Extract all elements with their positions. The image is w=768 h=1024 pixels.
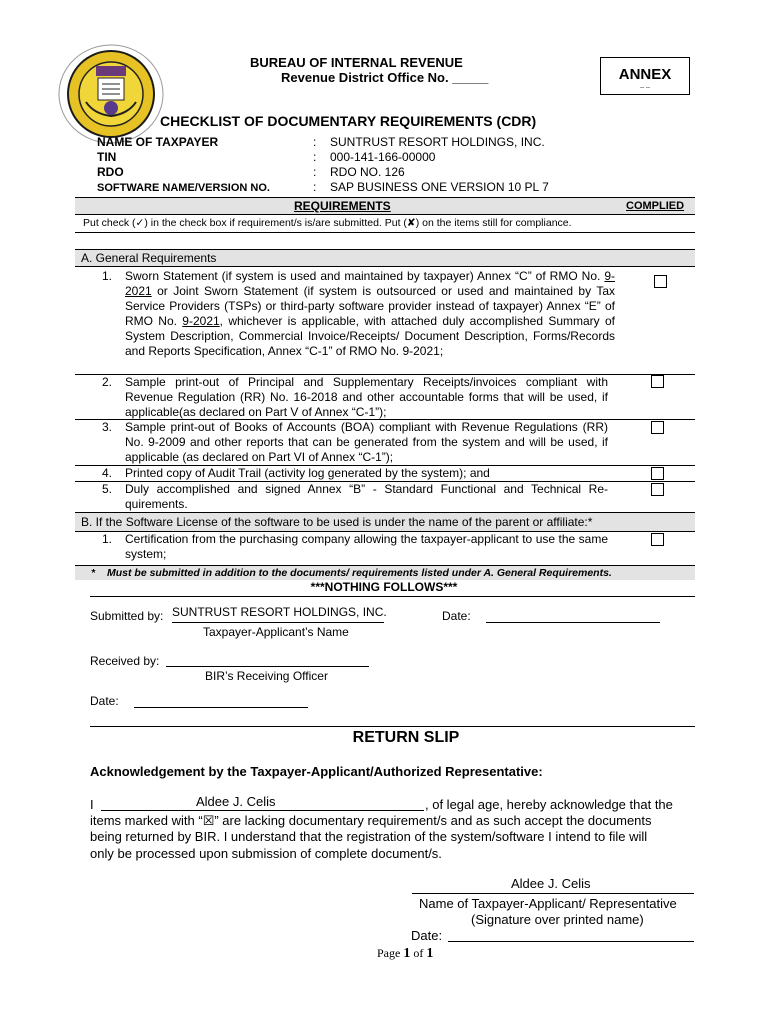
- item-number: 4.: [101, 466, 112, 480]
- requirement-item: Sample print-out of Principal and Supplementary Receipts/invoices compliant with Revenue Regulation (RR) No. 16-2018 and other accountable forms that will be used, if applicable(as declared on Part V of Annex “C-1”);: [125, 375, 608, 419]
- acknowledger-name: Aldee J. Celis: [196, 794, 276, 809]
- software-colon: :: [313, 180, 317, 194]
- compliance-checkbox[interactable]: [651, 533, 664, 546]
- signature-caption: (Signature over printed name): [471, 912, 644, 927]
- date-label-received: Date:: [90, 694, 119, 708]
- software-value: SAP BUSINESS ONE VERSION 10 PL 7: [330, 180, 549, 194]
- software-label: SOFTWARE NAME/VERSION NO.: [97, 182, 270, 194]
- page-total: 1: [426, 946, 434, 961]
- acknowledgement-text: items marked with “☒” are lacking documentary requirement/s and as such accept the documents: [90, 813, 652, 828]
- requirement-text: , whichever is applicable, with attached duly accomplished Summary of System Description, Commercial Invoice/Receipts/ Document Description, Forms/Records and Reports Specification, Annex “C-1” of RMO No. 9-2021;: [125, 314, 615, 358]
- tin-label: TIN: [97, 150, 117, 164]
- signature-caption: Name of Taxpayer-Applicant/ Representative: [419, 896, 677, 911]
- taxpayer-name-value: SUNTRUST RESORT HOLDINGS, INC.: [330, 135, 545, 149]
- compliance-checkbox[interactable]: [651, 421, 664, 434]
- requirement-text: or Joint Sworn Statement (if system is outsourced or used and maintained by Tax Service Providers (TSPs) or third-party software provider instead of taxpayer) Annex “E” of RMO No.: [125, 284, 615, 328]
- annex-box: [600, 57, 690, 95]
- compliance-checkbox[interactable]: [651, 467, 664, 480]
- submitted-by-value: SUNTRUST RESORT HOLDINGS, INC.: [172, 605, 387, 619]
- section-b-heading: B. If the Software License of the software to be used is under the name of the parent or affiliate:*: [81, 515, 593, 529]
- requirements-header: REQUIREMENTS: [294, 199, 391, 213]
- requirement-item: [125, 269, 615, 359]
- page-number: [377, 946, 433, 962]
- compliance-checkbox[interactable]: [651, 483, 664, 496]
- footnote-text: Must be submitted in addition to the documents/ requirements listed under A. General Requirements.: [107, 567, 612, 579]
- page-title: CHECKLIST OF DOCUMENTARY REQUIREMENTS (CDR): [160, 113, 537, 129]
- bir-seal-logo: [58, 44, 164, 144]
- page-of: of: [413, 946, 424, 960]
- district-office: Revenue District Office No. _____: [281, 70, 489, 85]
- submitted-by-caption: Taxpayer-Applicant’s Name: [203, 625, 349, 639]
- instruction-text: Put check (✓) in the check box if requirement/s is/are submitted. Put (✘) on the items still for compliance.: [83, 217, 572, 229]
- requirement-item: Printed copy of Audit Trail (activity log generated by the system); and: [125, 466, 490, 480]
- acknowledgement-text: being returned by BIR. I understand that the registration of the system/software I intend to file will: [90, 829, 648, 844]
- compliance-checkbox[interactable]: [654, 275, 667, 288]
- submitted-by-label: Submitted by:: [90, 609, 164, 623]
- page-current: 1: [403, 946, 411, 961]
- requirement-item: Duly accomplished and signed Annex “B” - Standard Functional and Technical Re-quirements.: [125, 482, 608, 511]
- rdo-label: RDO: [97, 165, 124, 179]
- item-number: 3.: [101, 420, 112, 434]
- compliance-checkbox[interactable]: [651, 375, 664, 388]
- annex-sub: -- --: [640, 85, 650, 91]
- item-number: 5.: [101, 482, 112, 496]
- received-by-label: Received by:: [90, 654, 160, 668]
- item-number: 1.: [101, 532, 112, 546]
- nothing-follows: ***NOTHING FOLLOWS***: [310, 580, 458, 594]
- section-a-heading: A. General Requirements: [81, 251, 217, 265]
- item-number: 2.: [101, 375, 112, 389]
- footnote-star: *: [91, 567, 96, 579]
- rdo-colon: :: [313, 165, 317, 179]
- rmo-reference: 9-2021: [125, 269, 615, 298]
- item-number: 1.: [101, 269, 112, 283]
- tin-value: 000-141-166-00000: [330, 150, 436, 164]
- received-by-caption: BIR’s Receiving Officer: [205, 669, 328, 683]
- tin-colon: :: [313, 150, 317, 164]
- rdo-value: RDO NO. 126: [330, 165, 405, 179]
- taxpayer-name-label: NAME OF TAXPAYER: [97, 135, 219, 149]
- requirement-text: Sworn Statement (if system is used and maintained by taxpayer) Annex “C” of RMO No.: [125, 269, 605, 283]
- i-word: I: [90, 797, 94, 812]
- rmo-reference: 9-2021: [182, 314, 220, 328]
- requirement-item: Sample print-out of Books of Accounts (BOA) compliant with Revenue Regulations (RR) No. 9-2009 and other reports that can be generated from the system and will be used, if applicable (as declared on Part VI of Annex “C-1”);: [125, 420, 608, 464]
- requirement-item: Certification from the purchasing company allowing the taxpayer-applicant to use the same system;: [125, 532, 608, 561]
- page-prefix: Page: [377, 946, 401, 960]
- acknowledgement-text: only be processed upon submission of complete document/s.: [90, 846, 442, 861]
- acknowledgement-heading: Acknowledgement by the Taxpayer-Applicant/Authorized Representative:: [90, 764, 543, 779]
- agency-name: BUREAU OF INTERNAL REVENUE: [250, 55, 463, 70]
- taxpayer-name-colon: :: [313, 135, 317, 149]
- annex-label: ANNEX: [618, 66, 672, 83]
- signature-name: Aldee J. Celis: [511, 876, 591, 891]
- date-label-return: Date:: [411, 928, 443, 943]
- acknowledgement-text: , of legal age, hereby acknowledge that the: [425, 797, 673, 812]
- date-label: Date:: [442, 609, 471, 623]
- complied-header: COMPLIED: [626, 200, 685, 212]
- return-slip-title: RETURN SLIP: [352, 729, 460, 746]
